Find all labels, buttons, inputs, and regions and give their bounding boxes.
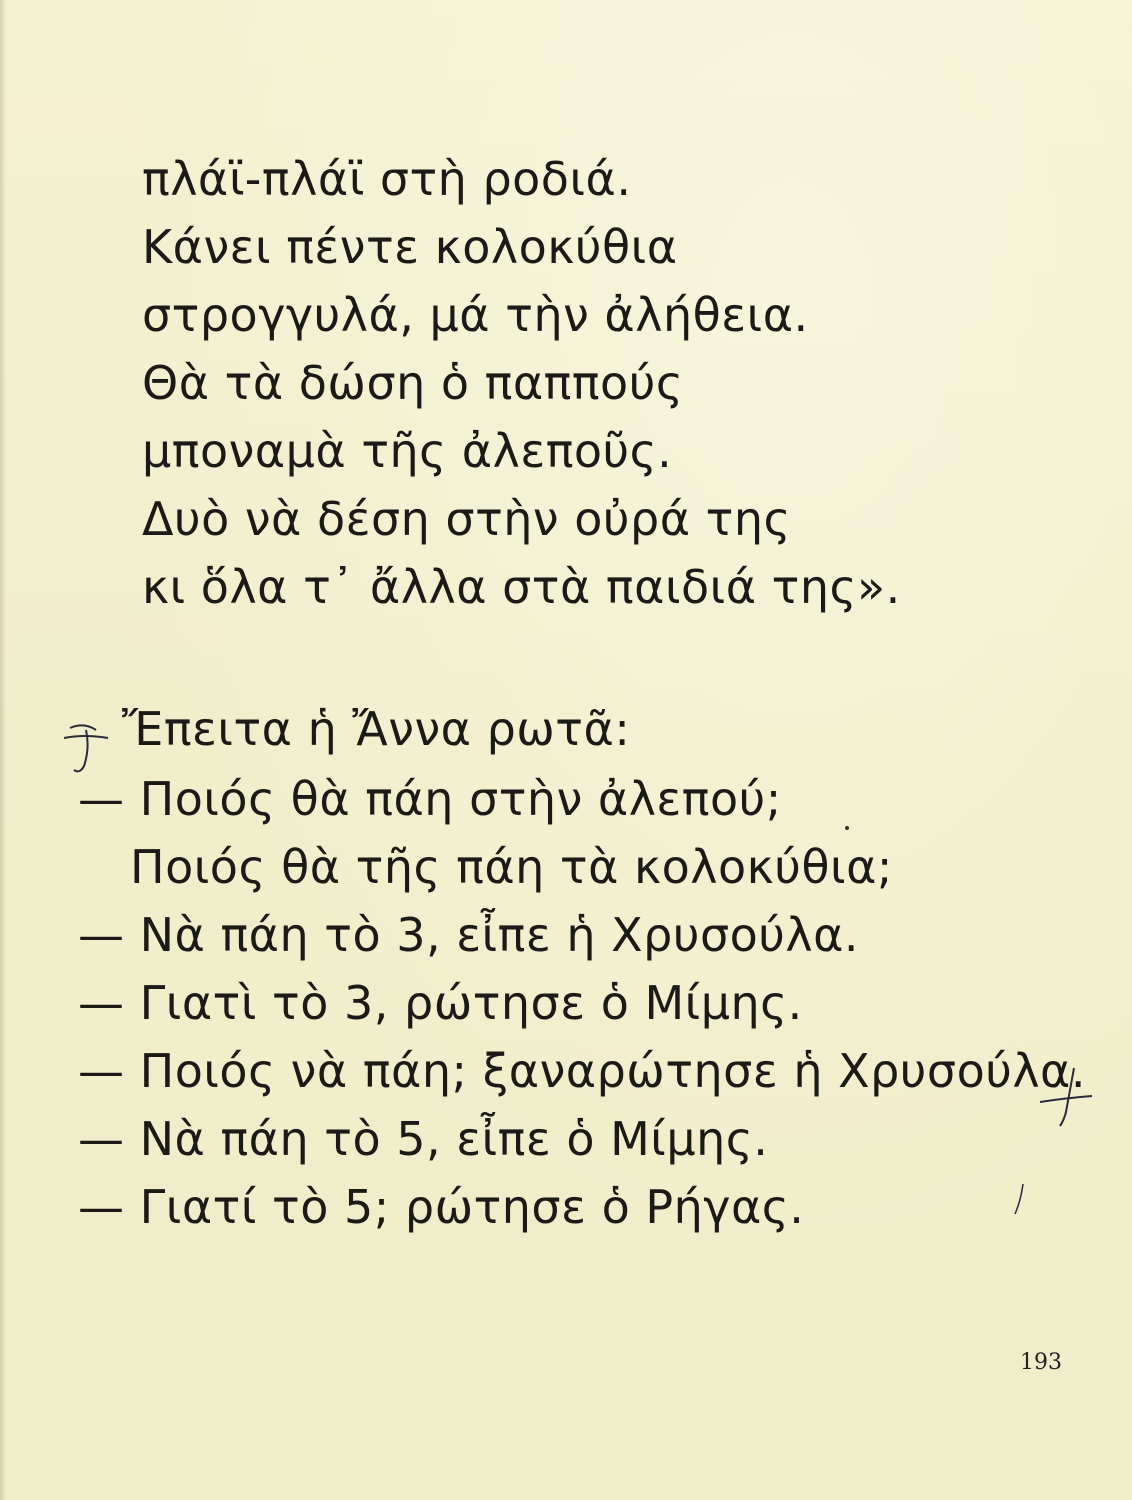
poem-line: κι ὅλα τ᾿ ἄλλα στὰ παιδιά της». [142, 560, 901, 614]
poem-line: Κάνει πέντε κολοκύθια [142, 220, 678, 274]
dialogue-line: — Ποιός θὰ πάη στὴν ἀλεπού; [78, 772, 782, 826]
dialogue-line: — Νὰ πάη τὸ 5, εἶπε ὁ Μίμης. [78, 1112, 769, 1166]
pen-mark-icon [56, 708, 116, 778]
dialogue-line: Ἔπειτα ἡ Ἄννα ρωτᾶ: [122, 702, 631, 756]
dialogue-line: — Ποιός νὰ πάη; ξαναρώτησε ἡ Χρυσούλα. [78, 1044, 1086, 1098]
poem-line: πλάϊ-πλάϊ στὴ ροδιά. [142, 152, 632, 206]
dialogue-line: — Γιατὶ τὸ 3, ρώτησε ὁ Μίμης. [78, 976, 803, 1030]
dialogue-line: — Νὰ πάη τὸ 3, εἶπε ἡ Χρυσούλα. [78, 908, 860, 962]
poem-line: στρογγυλά, μά τὴν ἀλήθεια. [142, 288, 809, 342]
poem-line: Θὰ τὰ δώση ὁ παππούς [142, 356, 684, 410]
page-number: 193 [1020, 1350, 1062, 1375]
dialogue-line: Ποιός θὰ τῆς πάη τὰ κολοκύθια; [130, 840, 893, 894]
poem-line: μποναμὰ τῆς ἀλεποῦς. [142, 424, 673, 478]
pen-mark-icon [1005, 1180, 1035, 1220]
dialogue-line: — Γιατί τὸ 5; ρώτησε ὁ Ρήγας. [78, 1180, 805, 1234]
ink-dot [845, 826, 849, 830]
poem-line: Δυὸ νὰ δέση στὴν οὐρά της [142, 492, 791, 546]
page-edge-shadow [0, 0, 6, 1500]
